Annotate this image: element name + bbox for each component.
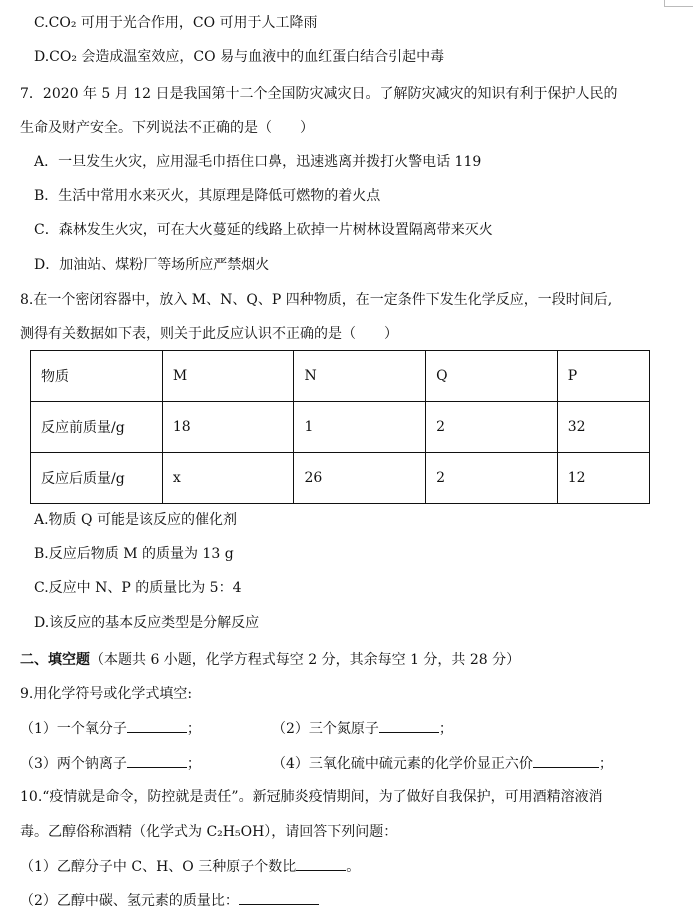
- section-2-heading: [20, 650, 520, 670]
- question-7-stem-cont: 生命及财产安全。下列说法不正确的是（ ）: [20, 120, 314, 136]
- table-cell: 32: [557, 402, 649, 453]
- semicolon: ；: [598, 756, 613, 772]
- table-header-cell: 物质: [31, 351, 163, 402]
- q10-item-1: [20, 856, 360, 877]
- q9-item-4-label: （4）三氧化硫中硫元素的化学价显正六价: [272, 756, 533, 772]
- q9-item-1-label: （1）一个氧分子: [20, 721, 127, 737]
- section-2-title: 二、填空题: [20, 652, 90, 668]
- q10-item-2-blank[interactable]: [239, 890, 319, 905]
- q9-item-3-blank[interactable]: [127, 753, 187, 768]
- table-cell: x: [162, 453, 294, 504]
- question-8-stem: 8.在一个密闭容器中，放入 M、N、Q、P 四种物质，在一定条件下发生化学反应，一段时间后,: [20, 292, 613, 308]
- q8-option-b: B.反应后物质 M 的质量为 13 g: [34, 546, 234, 562]
- q9-item-4-blank[interactable]: [533, 753, 599, 768]
- q7-option-c: C．森林发生火灾，可在大火蔓延的线路上砍掉一片树林设置隔离带来灭火: [34, 222, 493, 238]
- semicolon: ；: [438, 721, 453, 737]
- q9-row-2: [20, 753, 201, 774]
- option-d-co2: D.CO₂ 会造成温室效应，CO 易与血液中的血红蛋白结合引起中毒: [34, 49, 445, 65]
- q10-item-1-label: （1）乙醇分子中 C、H、O 三种原子个数比: [20, 859, 297, 875]
- table-cell: 反应后质量/g: [31, 453, 163, 504]
- table-cell: 反应前质量/g: [31, 402, 163, 453]
- q7-option-d: D．加油站、煤粉厂等场所应严禁烟火: [34, 257, 270, 273]
- q9-row-1-right: [272, 718, 453, 739]
- q8-option-c: C.反应中 N、P 的质量比为 5：4: [34, 580, 242, 596]
- q9-item-2-label: （2）三个氮原子: [272, 721, 379, 737]
- full-stop: 。: [346, 859, 361, 875]
- semicolon: ；: [186, 721, 201, 737]
- q9-item-2-blank[interactable]: [379, 718, 439, 733]
- table-header-row: [31, 351, 650, 402]
- question-7-stem: 7．2020 年 5 月 12 日是我国第十二个全国防灾减灾日。了解防灾减灾的知识有利于保护人民的: [20, 86, 618, 102]
- question-9-stem: 9.用化学符号或化学式填空:: [20, 686, 193, 702]
- q7-option-b: B．生活中常用水来灭火，其原理是降低可燃物的着火点: [34, 188, 381, 204]
- table-cell: 2: [426, 402, 558, 453]
- table-header-cell: N: [294, 351, 426, 402]
- semicolon: ；: [186, 756, 201, 772]
- q10-item-1-blank[interactable]: [296, 856, 346, 871]
- section-2-note: （本题共 6 小题，化学方程式每空 2 分，其余每空 1 分，共 28 分）: [90, 652, 521, 668]
- question-8-stem-cont: 测得有关数据如下表，则关于此反应认识不正确的是（ ）: [20, 326, 398, 342]
- table-header-cell: Q: [426, 351, 558, 402]
- q9-item-3-label: （3）两个钠离子: [20, 756, 127, 772]
- q9-row-1: [20, 718, 201, 739]
- q9-row-2-right: [272, 753, 613, 774]
- page-corner-mark: [664, 0, 693, 7]
- table-row: [31, 402, 650, 453]
- q8-option-a: A.物质 Q 可能是该反应的催化剂: [34, 512, 237, 528]
- q9-item-1-blank[interactable]: [127, 718, 187, 733]
- table-cell: 2: [426, 453, 558, 504]
- question-10-stem-cont: 毒。乙醇俗称酒精（化学式为 C₂H₅OH），请回答下列问题：: [20, 824, 398, 840]
- table-row: [31, 453, 650, 504]
- q8-option-d: D.该反应的基本反应类型是分解反应: [34, 615, 260, 631]
- q7-option-a: A．一旦发生火灾，应用湿毛巾捂住口鼻，迅速逃离并拨打火警电话 119: [34, 154, 482, 170]
- table-header-cell: M: [162, 351, 294, 402]
- option-c-co2: C.CO₂ 可用于光合作用，CO 可用于人工降雨: [34, 15, 318, 31]
- question-10-stem: 10.“疫情就是命令，防控就是责任”。新冠肺炎疫情期间，为了做好自我保护，可用酒精溶液消: [20, 789, 603, 805]
- table-cell: 26: [294, 453, 426, 504]
- mass-data-table: [30, 350, 650, 504]
- table-header-cell: P: [557, 351, 649, 402]
- table-cell: 12: [557, 453, 649, 504]
- q10-item-2-label: （2）乙醇中碳、氢元素的质量比：: [20, 893, 239, 909]
- q10-item-2: [20, 890, 319, 911]
- table-cell: 1: [294, 402, 426, 453]
- table-cell: 18: [162, 402, 294, 453]
